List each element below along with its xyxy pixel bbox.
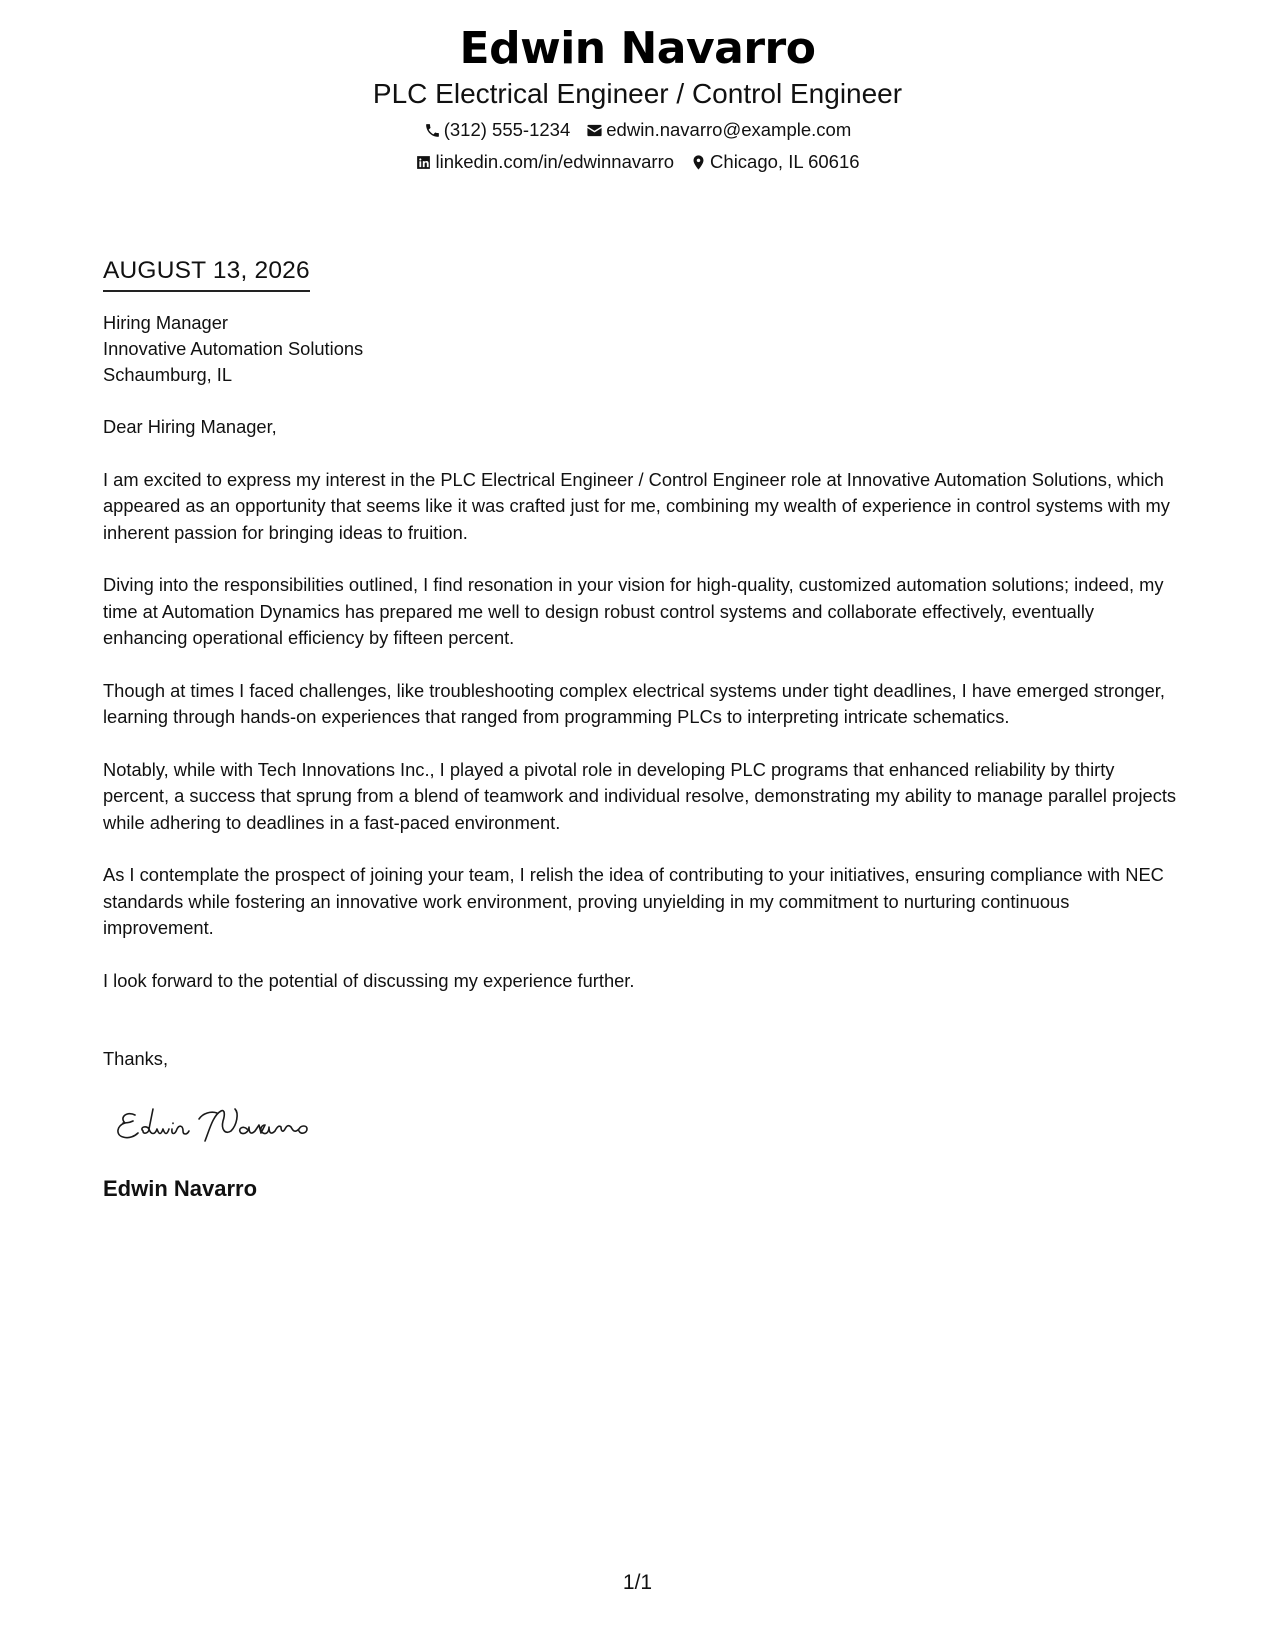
letter-date: AUGUST 13, 2026 [103, 256, 310, 292]
linkedin-icon [415, 154, 432, 171]
contact-linkedin [415, 150, 674, 174]
contact-location [690, 150, 859, 174]
body-paragraph: I am excited to express my interest in the PLC Electrical Engineer / Control Engineer role at Innovative Automation Solutions, which appeared as an opportunity that seems like it was crafted just for me, combining my wealth of experience in control systems with my inherent passion for bringing ideas to fruition. [103, 468, 1170, 543]
signer-name: Edwin Navarro [103, 1175, 258, 1201]
applicant-title: PLC Electrical Engineer / Control Engineer [372, 78, 903, 109]
recipient-block [103, 310, 1178, 388]
contact-phone [424, 118, 571, 142]
body-paragraph: Diving into the responsibilities outlined, I find resonation in your vision for high-quality, customized automation solutions; indeed, my time at Automation Dynamics has prepared me well to design robust control systems and collaborate effectively, eventually enhancing operational efficiency by fifteen percent. [103, 574, 1164, 648]
body-paragraph: As I contemplate the prospect of joining your team, I relish the idea of contributing to your initiatives, ensuring compliance with NEC standards while fostering an innovative work environment, proving unyielding in my commitment to nurturing continuous improvement. [103, 864, 1164, 938]
applicant-name: Edwin Navarro [459, 23, 816, 74]
letter-header [0, 22, 1275, 174]
body-paragraph: Though at times I faced challenges, like troubleshooting complex electrical systems under tight deadlines, I have emerged stronger, learning through hands-on experiences that ranged from programming PLCs to interpreting intricate schematics. [103, 679, 1165, 727]
recipient-location: Schaumburg, IL [103, 364, 233, 385]
contact-email [586, 118, 851, 142]
map-pin-icon [690, 154, 707, 171]
envelope-icon [586, 122, 603, 139]
contact-row-1 [0, 118, 1275, 142]
body-paragraph: I look forward to the potential of discussing my experience further. [103, 969, 635, 991]
closing: Thanks, [103, 1048, 169, 1069]
page-number: 1/1 [622, 1571, 653, 1594]
handwritten-signature [113, 1101, 1178, 1149]
phone-icon [424, 122, 441, 139]
contact-row-2 [0, 150, 1275, 174]
recipient-name: Hiring Manager [103, 312, 228, 333]
recipient-company: Innovative Automation Solutions [103, 338, 364, 359]
linkedin-url: linkedin.com/in/edwinnavarro [435, 151, 675, 172]
location: Chicago, IL 60616 [710, 151, 860, 172]
phone-number: (312) 555-1234 [443, 119, 571, 140]
email-address: edwin.navarro@example.com [606, 119, 852, 140]
salutation: Dear Hiring Manager, [103, 416, 277, 437]
body-paragraph: Notably, while with Tech Innovations Inc., I played a pivotal role in developing PLC programs that enhanced reliability by thirty percent, a success that sprung from a blend of teamwork and individual resolve, demonstrating my ability to manage parallel projects while adhering to deadlines in a fast-paced environment. [103, 758, 1177, 833]
letter-body [103, 256, 1178, 1203]
